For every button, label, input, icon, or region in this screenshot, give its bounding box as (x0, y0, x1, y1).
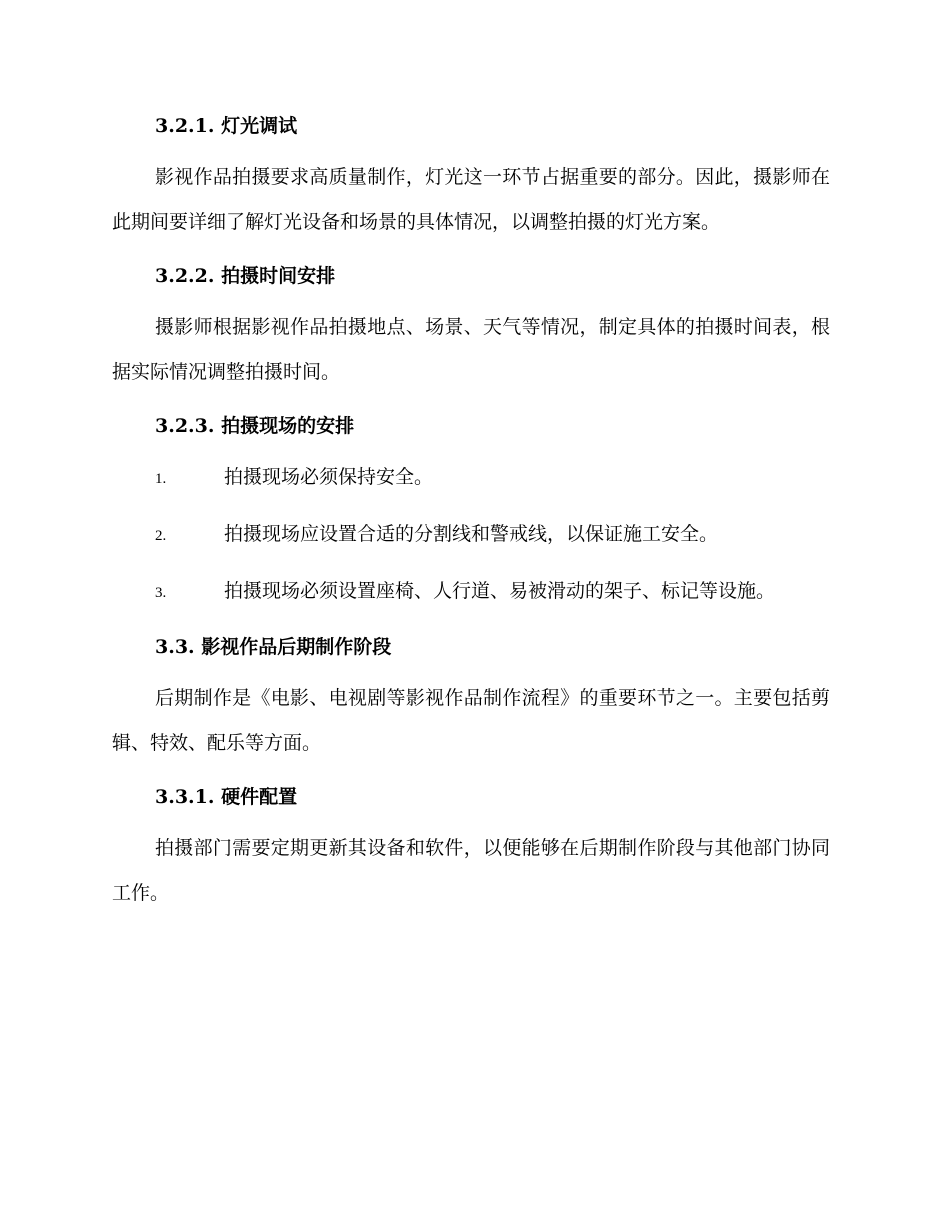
list-item-number: 2. (155, 528, 167, 544)
section-paragraph-schedule: 摄影师根据影视作品拍摄地点、场景、天气等情况，制定具体的拍摄时间表，根据实际情况调整拍摄时间。 (112, 316, 830, 383)
list-item-text: 拍摄现场应设置合适的分割线和警戒线，以保证施工安全。 (224, 523, 719, 545)
list-item (112, 455, 830, 502)
list-item-number: 1. (155, 471, 167, 487)
section-paragraph-hardware: 拍摄部门需要定期更新其设备和软件，以便能够在后期制作阶段与其他部门协同工作。 (112, 837, 830, 904)
list-item-number: 3. (155, 585, 167, 601)
section-heading-3-2-2: 3.2.2. 拍摄时间安排 (155, 265, 336, 287)
document-body (112, 107, 830, 916)
list-item-text: 拍摄现场必须设置座椅、人行道、易被滑动的架子、标记等设施。 (224, 580, 776, 602)
section-paragraph-post-production: 后期制作是《电影、电视剧等影视作品制作流程》的重要环节之一。主要包括剪辑、特效、配乐等方面。 (112, 687, 830, 754)
list-item-text: 拍摄现场必须保持安全。 (224, 466, 434, 488)
list-item (112, 569, 830, 616)
list-item (112, 512, 830, 559)
section-heading-3-3: 3.3. 影视作品后期制作阶段 (155, 636, 392, 658)
section-heading-3-2-1: 3.2.1. 灯光调试 (155, 115, 298, 137)
section-heading-3-2-3: 3.2.3. 拍摄现场的安排 (155, 415, 355, 437)
section-paragraph-lighting: 影视作品拍摄要求高质量制作，灯光这一环节占据重要的部分。因此，摄影师在此期间要详细了解灯光设备和场景的具体情况，以调整拍摄的灯光方案。 (112, 166, 830, 233)
section-heading-3-3-1: 3.3.1. 硬件配置 (155, 786, 298, 808)
